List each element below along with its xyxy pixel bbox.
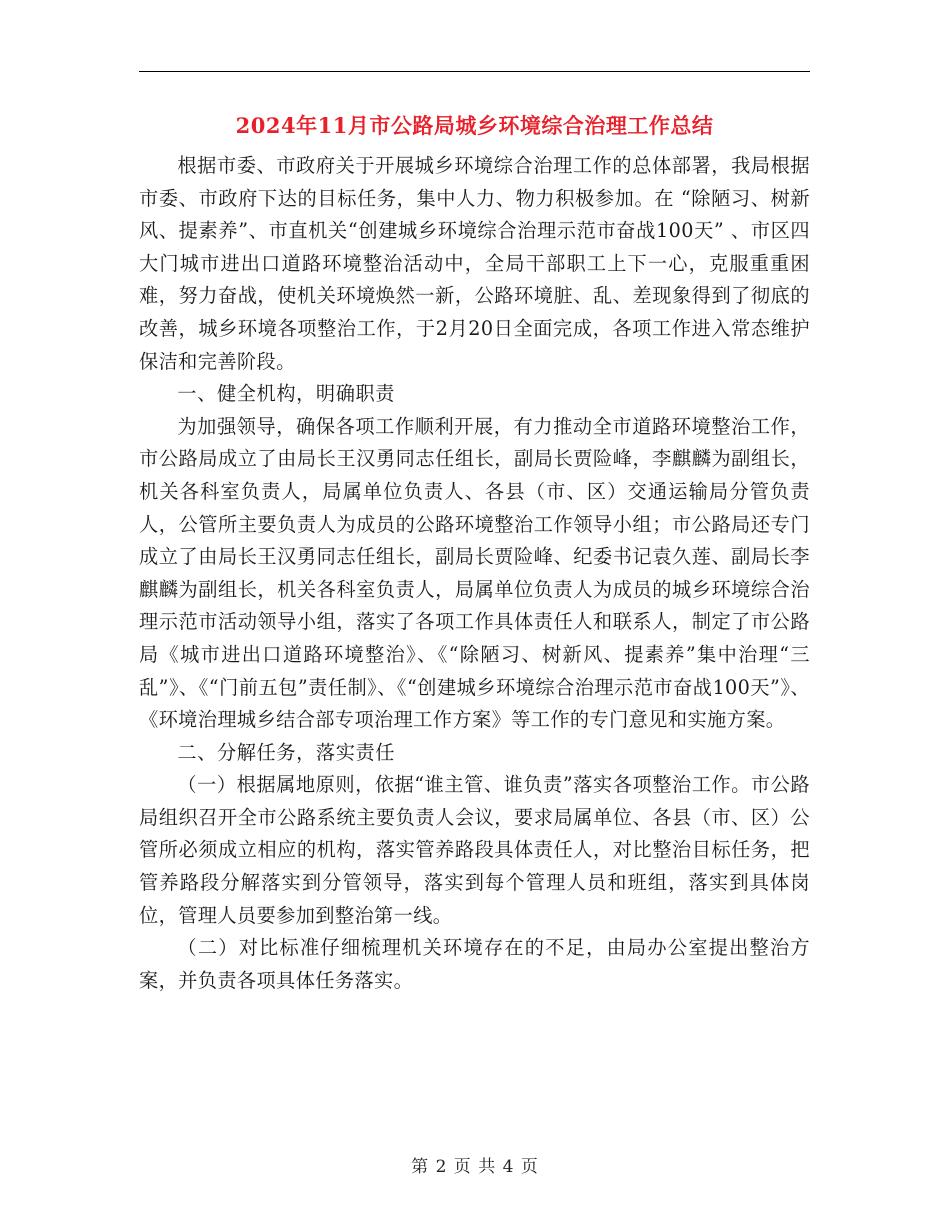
document-body [139,150,810,997]
section-2-item-1: （一）根据属地原则，依据“谁主管、谁负责”落实各项整治工作。市公路局组织召开全市公路系统主要负责人会议，要求局属单位、各县（市、区）公管所必须成立相应的机构，落实管养路段具体责任人，对比整治目标任务，把管养路段分解落实到分管领导，落实到每个管理人员和班组，落实到具体岗位，管理人员要参加到整治第一线。 [139,773,810,927]
header-rule [139,71,810,72]
page-number-footer: 第 2 页 共 4 页 [411,1157,539,1177]
section-1-paragraph: 为加强领导，确保各项工作顺利开展，有力推动全市道路环境整治工作，市公路局成立了由局长王汉勇同志任组长，副局长贾险峰，李麒麟为副组长，机关各科室负责人，局属单位负责人、各县（市、区）交通运输局分管负责人，公管所主要负责人为成员的公路环境整治工作领导小组；市公路局还专门成立了由局长王汉勇同志任组长，副局长贾险峰、纪委书记袁久莲、副局长李麒麟为副组长，机关各科室负责人，局属单位负责人为成员的城乡环境综合治理示范市活动领导小组，落实了各项工作具体责任人和联系人，制定了市公路局《城市进出口道路环境整治》、《“除陋习、树新风、提素养”集中治理“三乱”》、《“门前五包”责任制》、《“创建城乡环境综合治理示范市奋战100天”》、《环境治理城乡结合部专项治理工作方案》等工作的专门意见和实施方案。 [139,414,810,732]
section-2-item-2: （二）对比标准仔细梳理机关环境存在的不足，由局办公室提出整治方案，并负责各项具体任务落实。 [139,936,810,992]
section-heading-1: 一、健全机构，明确职责 [177,382,396,406]
section-heading-2: 二、分解任务，落实责任 [177,740,396,764]
document-title: 2024年11月市公路局城乡环境综合治理工作总结 [235,113,714,138]
intro-paragraph: 根据市委、市政府关于开展城乡环境综合治理工作的总体部署，我局根据市委、市政府下达的目标任务，集中人力、物力积极参加。在 “除陋习、树新风、提素养”、市直机关“创建城乡环境综合治理示范市奋战100天” 、市区四大门城市进出口道路环境整治活动中，全局干部职工上下一心，克服重重困难，努力奋战，使机关环境焕然一新，公路环境脏、乱、差现象得到了彻底的改善，城乡环境各项整治工作，于2月20日全面完成，各项工作进入常态维护保洁和完善阶段。 [139,154,810,373]
